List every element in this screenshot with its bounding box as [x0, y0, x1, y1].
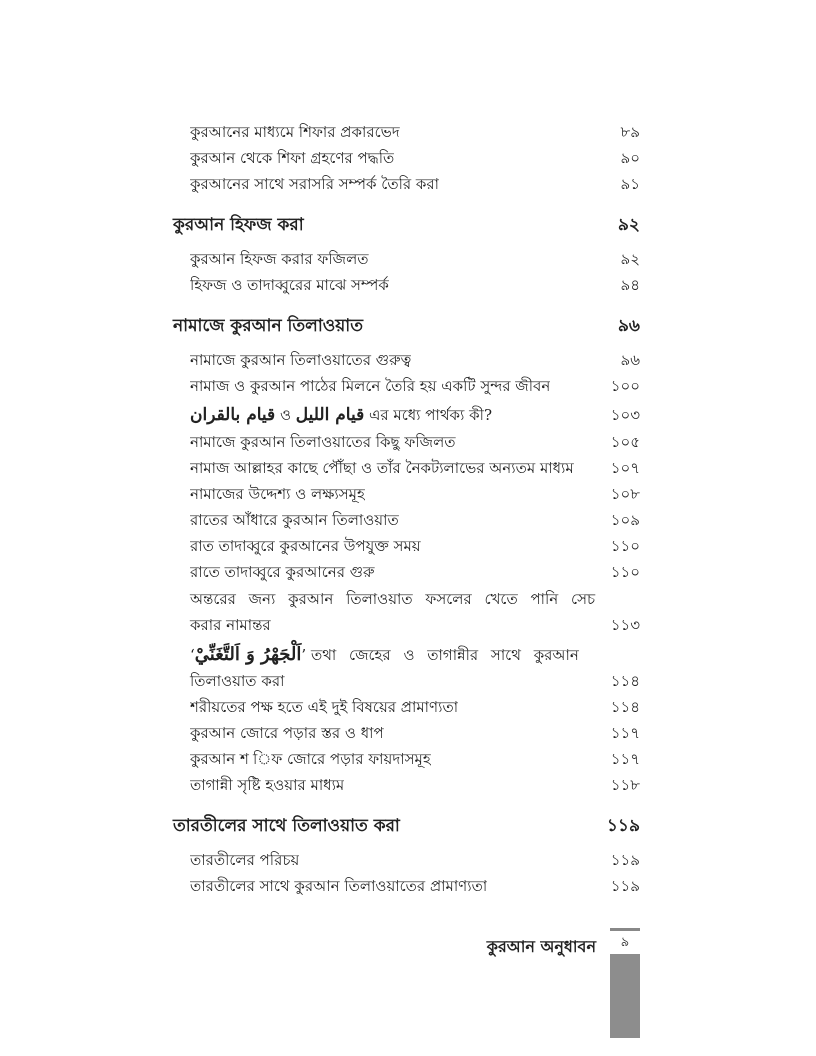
toc-entry-page: ১১৪ [610, 698, 640, 716]
toc-entry-page: ৯১ [620, 175, 640, 193]
toc-entry [190, 429, 640, 455]
toc-entry-line: অন্তরের জন্য কুরআন তিলাওয়াত ফসলের খেতে পানি সেচ [190, 590, 596, 608]
toc-entry-title: নামাজের উদ্দেশ্য ও লক্ষ্যসমূহ [190, 485, 365, 503]
toc-entry-line: তিলাওয়াত করা [190, 672, 285, 690]
quote-close: ’ [301, 646, 307, 664]
toc-entry-page: ১০০ [610, 377, 640, 395]
toc-entry-page: ১০৯ [610, 511, 640, 529]
toc-entry-page: ১১৯ [610, 877, 640, 895]
toc-entry-title: কুরআনের মাধ্যমে শিফার প্রকারভেদ [190, 123, 400, 141]
toc-entry-page: ১১৪ [610, 672, 640, 690]
toc-entry-page: ১১৭ [610, 750, 640, 768]
arabic-term: اَلْجَهْرُ وَ اَلتَّغَنِّيْ [194, 644, 302, 665]
toc-entry-page: ৯৪ [620, 276, 640, 294]
toc-entry-line [190, 642, 600, 668]
toc-entry-title: নামাজ ও কুরআন পাঠের মিলনে তৈরি হয় একটি সুন্দর জীবন [190, 377, 551, 395]
toc-entry [190, 507, 640, 533]
page-number-box [610, 928, 640, 957]
toc-entry [190, 455, 640, 481]
toc-entry-page: ৯২ [620, 250, 640, 268]
toc-entry-page: ১১০ [610, 563, 640, 581]
toc-entry [190, 559, 640, 585]
toc-entry-page: ১০৫ [610, 433, 640, 451]
toc-entry-page: ১০৭ [610, 459, 640, 477]
toc-entry [190, 119, 640, 145]
toc-entry-page: ১১৮ [610, 776, 640, 794]
toc-entry-title: শরীয়তের পক্ষ হতে এই দুই বিষয়ের প্রামাণ্যতা [190, 698, 459, 716]
section-title: তারতীলের সাথে তিলাওয়াত করা [173, 816, 400, 836]
toc-entry-title: কুরআন জোরে পড়ার স্তর ও ধাপ [190, 724, 384, 742]
toc-entry-page: ৯০ [620, 149, 640, 167]
section-page: ১১৯ [606, 816, 640, 836]
section-title: নামাজে কুরআন তিলাওয়াত [173, 316, 363, 336]
toc-entry-title: রাতের আঁধারে কুরআন তিলাওয়াত [190, 511, 399, 529]
section-page: ৯২ [617, 215, 640, 235]
toc-entry [190, 694, 640, 720]
toc-entry-page: ১০৩ [610, 406, 640, 424]
toc-entry [190, 373, 640, 399]
quote-open: ‘ [190, 646, 195, 664]
toc-entry-line: করার নামান্তর [190, 616, 271, 634]
page-number: ৯ [620, 935, 630, 950]
toc-entry-page: ৮৯ [620, 123, 640, 141]
toc-entry-title: নামাজে কুরআন তিলাওয়াতের গুরুত্ব [190, 351, 412, 369]
toc-entry [190, 847, 640, 873]
conjunction: ও [279, 406, 291, 424]
toc-entry-page: ১১০ [610, 537, 640, 555]
toc-section-heading [173, 312, 640, 342]
toc-entry [190, 481, 640, 507]
toc-entry [190, 746, 640, 772]
thumb-index-bar [610, 954, 640, 1038]
toc-entry-title: তারতীলের পরিচয় [190, 851, 300, 869]
toc-entry [190, 145, 640, 171]
toc-entry-title: হিফজ ও তাদাব্বুরের মাঝে সম্পর্ক [190, 276, 389, 294]
section-title: কুরআন হিফজ করা [173, 215, 304, 235]
entry-text: তথা জেহের ও তাগান্নীর সাথে কুরআন [310, 646, 579, 664]
toc-section-heading [173, 812, 640, 842]
toc-entry-title: কুরআন হিফজ করার ফজিলত [190, 250, 369, 268]
toc-entry-title: কুরআনের সাথে সরাসরি সম্পর্ক তৈরি করা [190, 175, 440, 193]
toc-entry [190, 246, 640, 272]
toc-entry-title: কুরআন থেকে শিফা গ্রহণের পদ্ধতি [190, 149, 395, 167]
toc-entry-qiyam [190, 402, 640, 428]
toc-entry [190, 873, 640, 899]
page-number-tab [610, 928, 640, 1038]
arabic-term: قيام الليل [295, 405, 365, 425]
toc-entry-page: ৯৬ [620, 351, 640, 369]
entry-text: এর মধ্যে পার্থক্য কী? [368, 406, 492, 424]
section-page: ৯৬ [617, 316, 640, 336]
toc-entry-page: ১০৮ [610, 485, 640, 503]
toc-entry [190, 272, 640, 298]
toc-entry-title: তারতীলের সাথে কুরআন তিলাওয়াতের প্রামাণ্যতা [190, 877, 488, 895]
running-footer-title: কুরআন অনুধাবন [486, 937, 596, 956]
toc-entry-title: নামাজ আল্লাহর কাছে পৌঁছা ও তাঁর নৈকট্যলাভের অন্যতম মাধ্যম [190, 459, 574, 477]
toc-entry [190, 533, 640, 559]
toc-entry [190, 347, 640, 373]
toc-entry [190, 772, 640, 798]
toc-entry [190, 171, 640, 197]
toc-entry-page: ১১৯ [610, 851, 640, 869]
toc-entry-title: রাত তাদাব্বুরে কুরআনের উপযুক্ত সময় [190, 537, 421, 555]
toc-entry [190, 720, 640, 746]
toc-entry-title: নামাজে কুরআন তিলাওয়াতের কিছু ফজিলত [190, 433, 456, 451]
arabic-term: قيام بالقران [190, 405, 276, 425]
toc-entry-title [190, 402, 492, 428]
toc-entry-title: কুরআন শ িফ জোরে পড়ার ফায়দাসমূহ [190, 750, 431, 768]
toc-entry-page: ১১৩ [610, 616, 640, 634]
toc-entry-title: রাতে তাদাব্বুরে কুরআনের গুরু [190, 563, 375, 581]
toc-entry-page: ১১৭ [610, 724, 640, 742]
toc-section-heading [173, 211, 640, 241]
toc-entry-title: তাগান্নী সৃষ্টি হওয়ার মাধ্যম [190, 776, 345, 794]
